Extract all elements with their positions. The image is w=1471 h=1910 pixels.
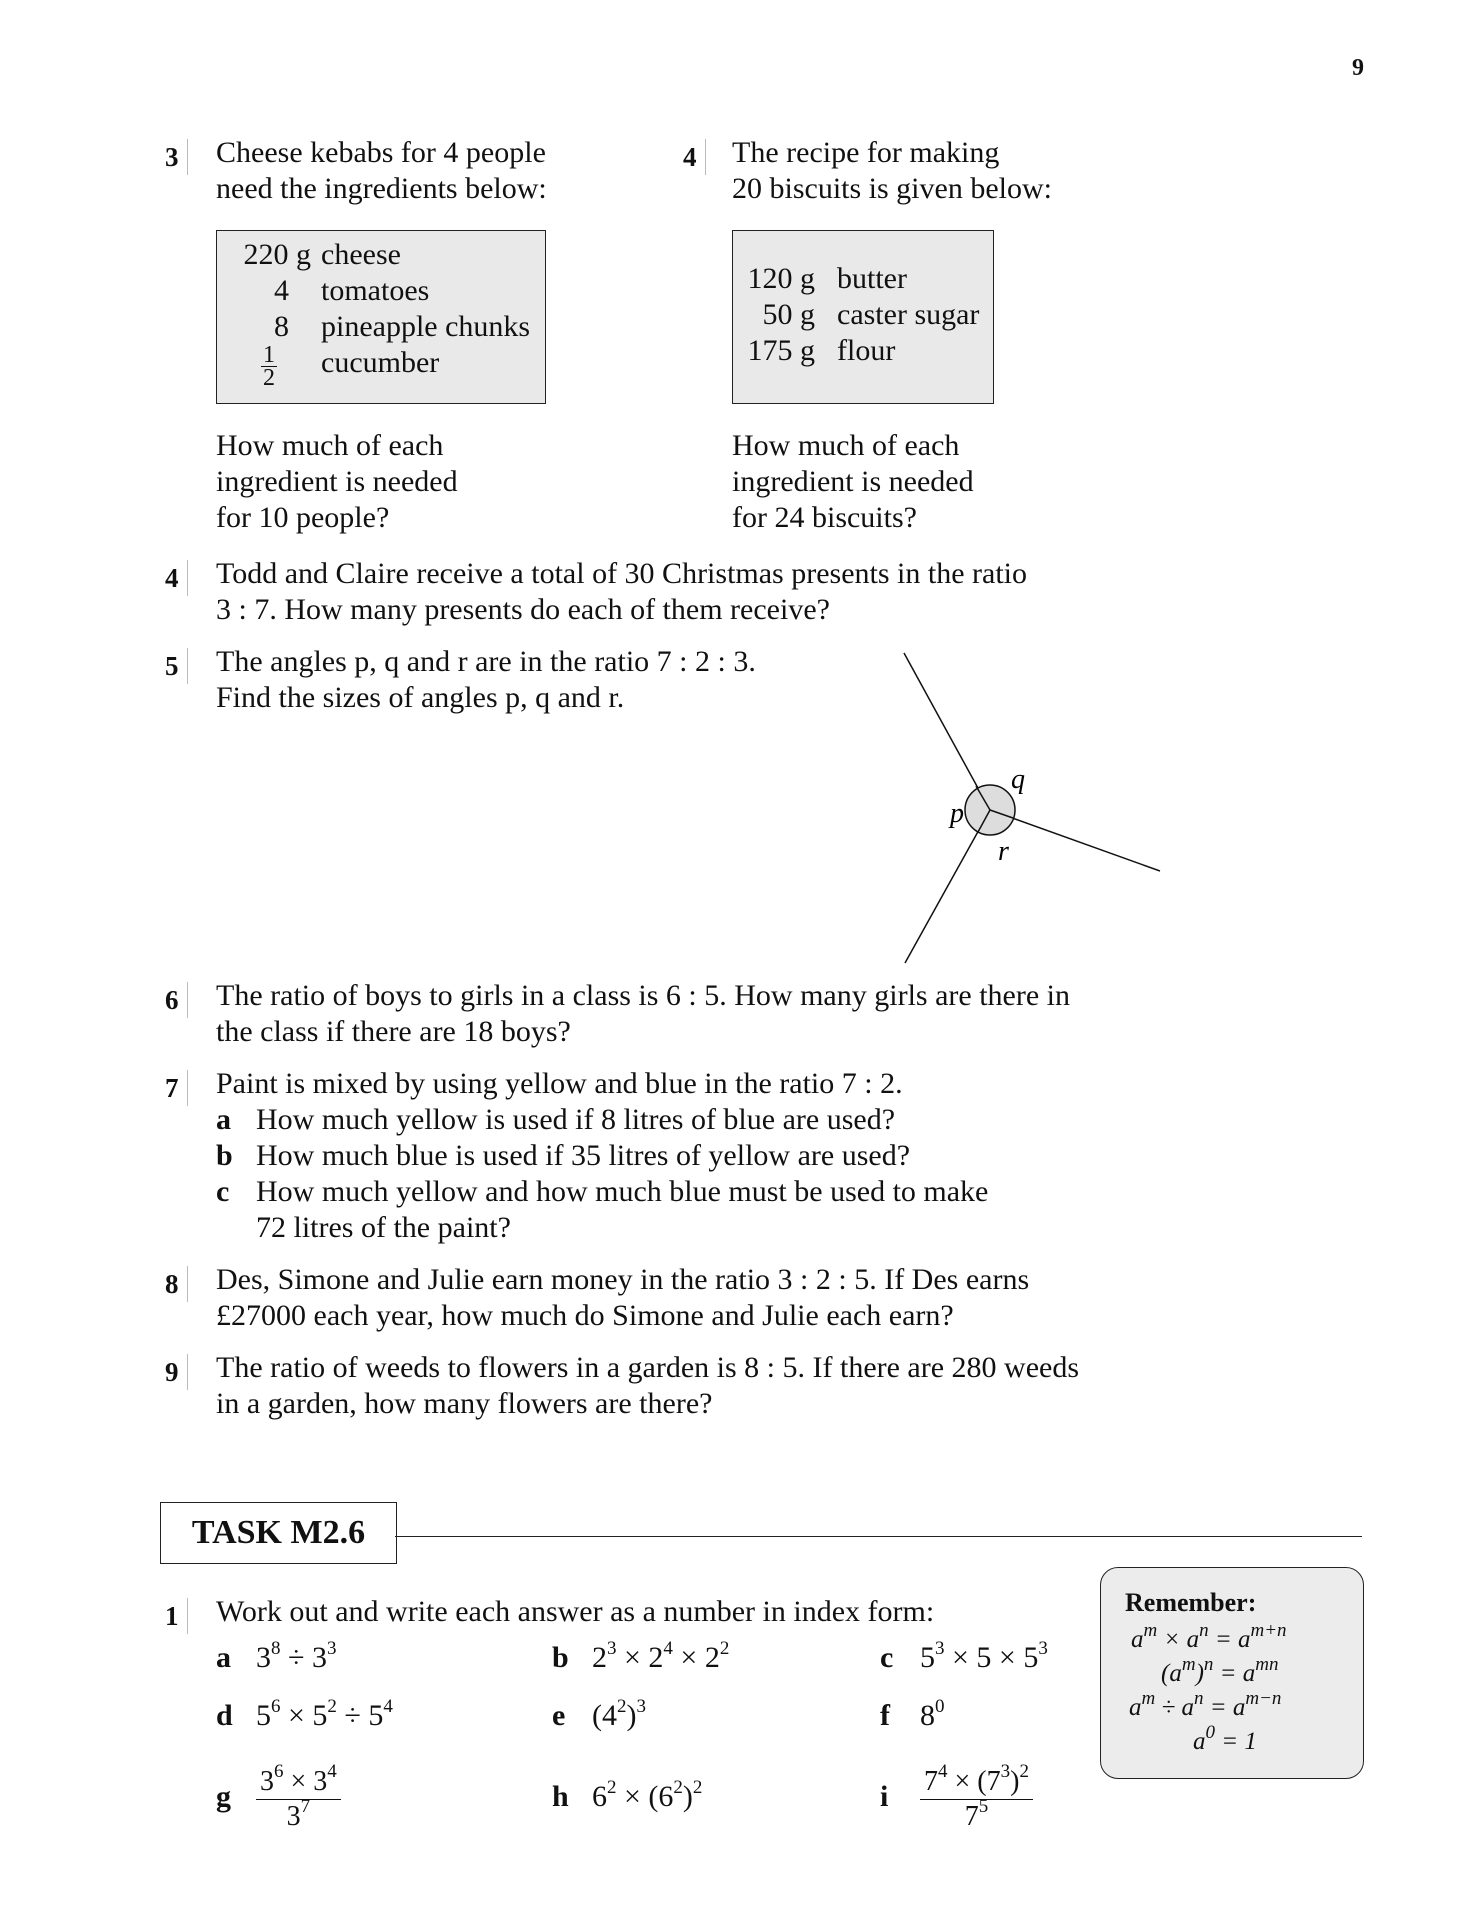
angle-label-q: q bbox=[1011, 764, 1025, 795]
question-part: a How much yellow is used if 8 litres of blue are used? bbox=[216, 1103, 896, 1136]
question-number: 3 bbox=[165, 139, 188, 175]
index-item: f $8^0$ bbox=[880, 1696, 945, 1732]
angle-diagram bbox=[890, 645, 1170, 975]
ingredients-box bbox=[732, 230, 994, 404]
ingredient-qty: 8 bbox=[274, 310, 289, 343]
ingredient-name: tomatoes bbox=[321, 274, 430, 307]
question-text: Des, Simone and Julie earn money in the ratio 3 : 2 : 5. If Des earns bbox=[216, 1263, 1030, 1296]
ingredient-name: flour bbox=[837, 334, 896, 367]
question-number: 6 bbox=[165, 982, 188, 1018]
question-text: need the ingredients below: bbox=[216, 172, 547, 205]
question-text: 3 : 7. How many presents do each of them receive? bbox=[216, 593, 830, 626]
question-text: for 10 people? bbox=[216, 501, 390, 534]
question-text: the class if there are 18 boys? bbox=[216, 1015, 571, 1048]
index-law: $a^0 = 1$ bbox=[1193, 1721, 1257, 1755]
index-item: d $5^6 \times 5^2 \div 5^4$ bbox=[216, 1696, 393, 1732]
question-part: c How much yellow and how much blue must be used to make bbox=[216, 1175, 989, 1208]
question-text: ingredient is needed bbox=[732, 465, 974, 498]
index-item: i $\frac{7^4 \times (7^3)^2}{7^5}$ bbox=[880, 1757, 1033, 1837]
ingredient-name: butter bbox=[837, 262, 907, 295]
question-text: Work out and write each answer as a number in index form: bbox=[216, 1595, 935, 1628]
ingredient-name: caster sugar bbox=[837, 298, 980, 331]
question-text: ingredient is needed bbox=[216, 465, 458, 498]
ingredients-box bbox=[216, 230, 546, 404]
index-law: $a^m \times a^n = a^{m+n}$ bbox=[1131, 1619, 1287, 1653]
index-item: c $5^3 \times 5 \times 5^3$ bbox=[880, 1638, 1048, 1674]
angle-label-p: p bbox=[950, 798, 964, 829]
ingredient-qty: 220 g bbox=[243, 238, 311, 271]
question-number: 1 bbox=[165, 1598, 188, 1634]
question-text: The recipe for making bbox=[732, 136, 1000, 169]
index-law: $(a^m)^n = a^{mn}$ bbox=[1161, 1653, 1279, 1687]
ingredient-qty: 120 g bbox=[747, 262, 815, 295]
question-text: Find the sizes of angles p, q and r. bbox=[216, 681, 625, 714]
question-text: in a garden, how many flowers are there? bbox=[216, 1387, 713, 1420]
question-number: 8 bbox=[165, 1266, 188, 1302]
index-item: a $3^8 \div 3^3$ bbox=[216, 1638, 337, 1674]
question-text: 20 biscuits is given below: bbox=[732, 172, 1052, 205]
question-text: Cheese kebabs for 4 people bbox=[216, 136, 546, 169]
question-text: How much of each bbox=[732, 429, 960, 462]
index-item: e $(4^2)^3$ bbox=[552, 1696, 646, 1732]
task-title: TASK M2.6 bbox=[160, 1502, 397, 1564]
ingredient-name: cheese bbox=[321, 238, 401, 271]
page-number: 9 bbox=[1352, 55, 1364, 81]
ingredient-qty: 50 g bbox=[762, 298, 815, 331]
index-item: b $2^3 \times 2^4 \times 2^2$ bbox=[552, 1638, 730, 1674]
index-law: $a^m \div a^n = a^{m-n}$ bbox=[1129, 1687, 1282, 1721]
angle-label-r: r bbox=[998, 836, 1009, 867]
question-text: £27000 each year, how much do Simone and Julie each earn? bbox=[216, 1299, 954, 1332]
remember-box bbox=[1100, 1567, 1364, 1779]
remember-title: Remember: bbox=[1125, 1588, 1257, 1617]
index-item: g $\frac{3^6 \times 3^4}{3^7}$ bbox=[216, 1757, 341, 1837]
question-text: Todd and Claire receive a total of 30 Christmas presents in the ratio bbox=[216, 557, 1027, 590]
question-text: The ratio of boys to girls in a class is 6 : 5. How many girls are there in bbox=[216, 979, 1070, 1012]
question-text: 72 litres of the paint? bbox=[256, 1211, 511, 1244]
index-item: h $6^2 \times (6^2)^2$ bbox=[552, 1777, 703, 1813]
question-number: 4 bbox=[683, 139, 706, 175]
question-number: 4 bbox=[165, 560, 188, 596]
question-text: Paint is mixed by using yellow and blue in the ratio 7 : 2. bbox=[216, 1067, 903, 1100]
question-number: 7 bbox=[165, 1070, 188, 1106]
task-divider bbox=[395, 1536, 1362, 1537]
ingredient-name: pineapple chunks bbox=[321, 310, 531, 343]
ingredient-name: cucumber bbox=[321, 346, 440, 379]
ingredient-qty: 4 bbox=[274, 274, 289, 307]
question-number: 9 bbox=[165, 1354, 188, 1390]
question-text: How much of each bbox=[216, 429, 444, 462]
diagram-line bbox=[990, 810, 1160, 871]
question-text: for 24 biscuits? bbox=[732, 501, 917, 534]
question-part: b How much blue is used if 35 litres of yellow are used? bbox=[216, 1139, 911, 1172]
question-text: The angles p, q and r are in the ratio 7 : 2 : 3. bbox=[216, 645, 756, 678]
diagram-line bbox=[905, 810, 990, 963]
question-number: 5 bbox=[165, 648, 188, 684]
ingredient-qty: 175 g bbox=[747, 334, 815, 367]
question-text: The ratio of weeds to flowers in a garden is 8 : 5. If there are 280 weeds bbox=[216, 1351, 1080, 1384]
ingredient-qty-fraction: $\frac{1}{2}$ bbox=[263, 342, 275, 391]
